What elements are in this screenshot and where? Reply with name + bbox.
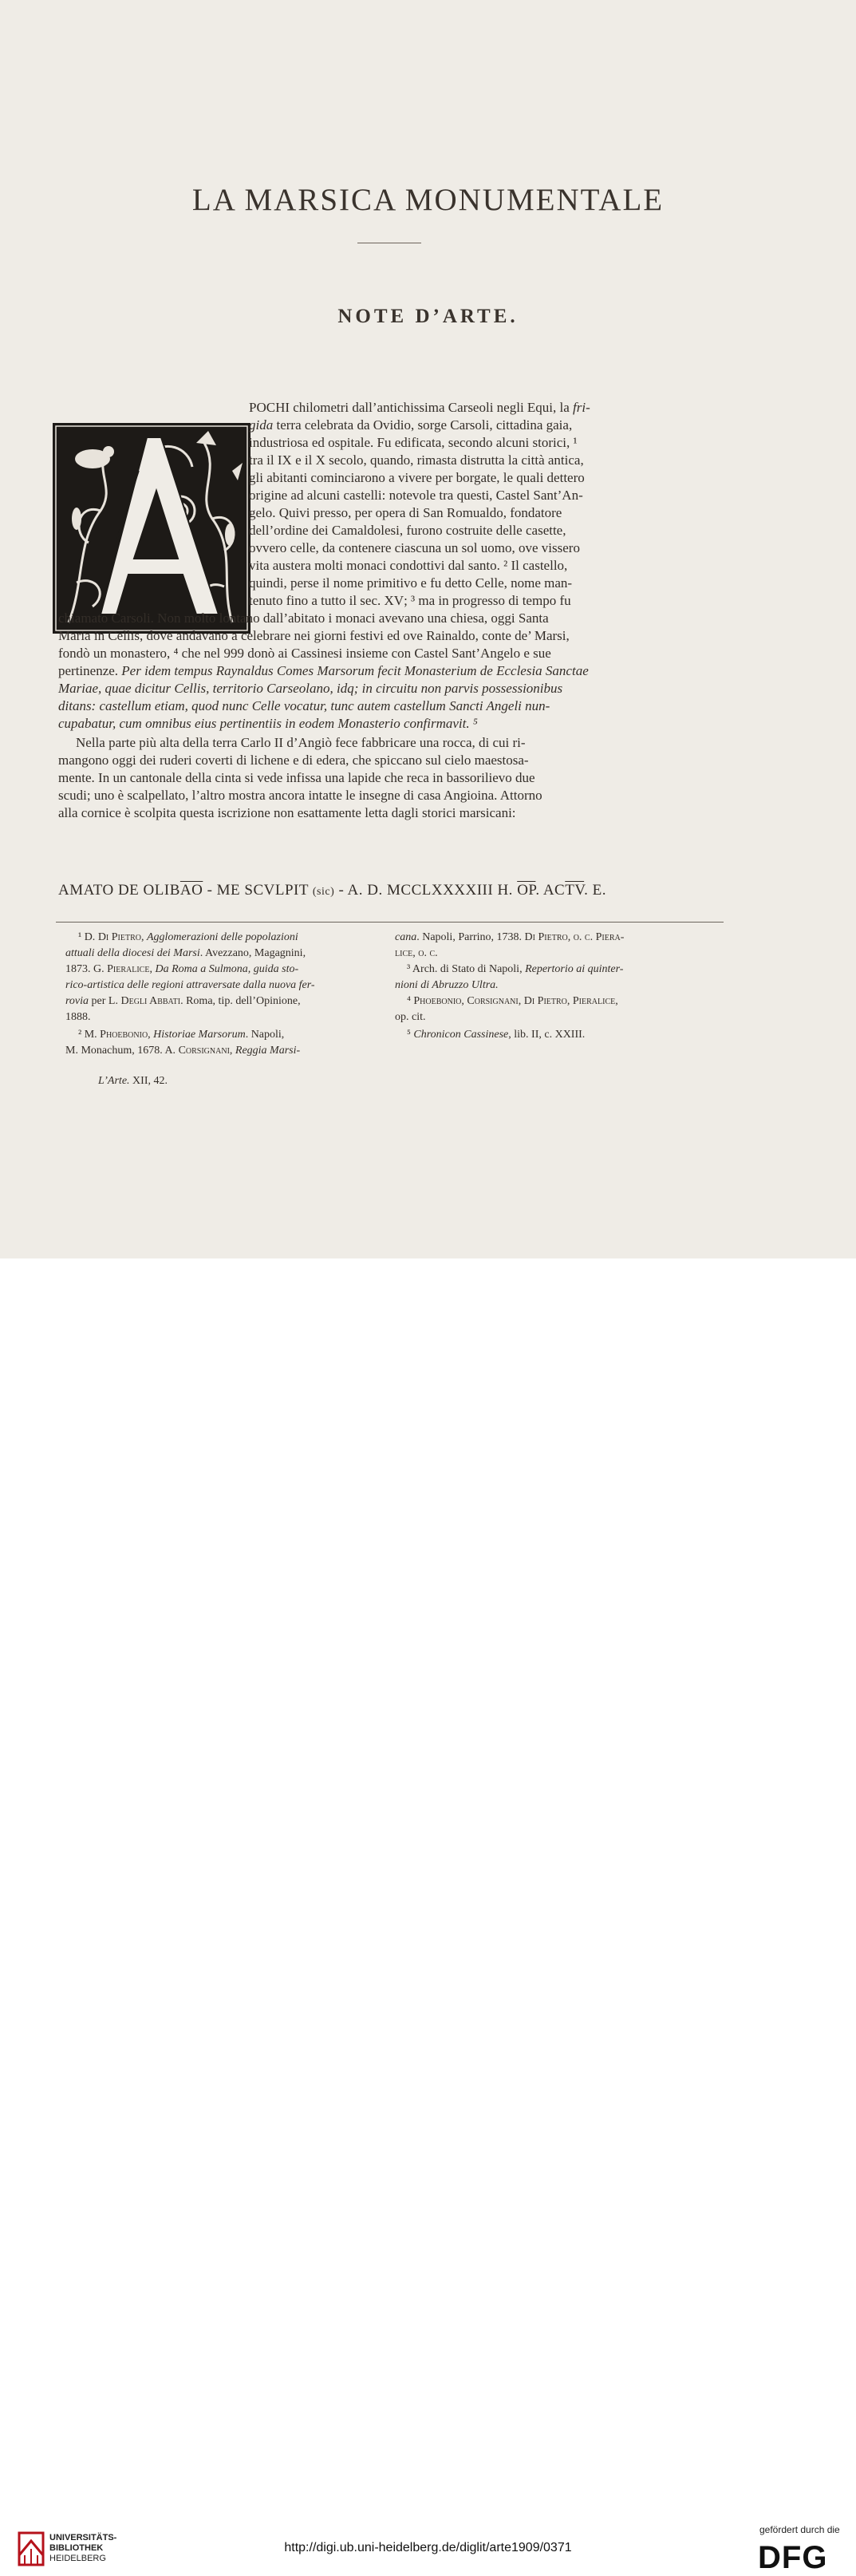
footnote-right-line-3: ³ Arch. di Stato di Napoli, Repertorio ai quinter- — [407, 963, 624, 975]
body-line-1: POCHI chilometri dall’antichissima Carseoli negli Equi, la fri- — [249, 400, 590, 415]
body-line-11: quindi, perse il nome primitivo e fu detto Celle, nome man- — [249, 575, 573, 591]
body-line-23: scudi; uno è scalpellato, l’altro mostra ancora intatte le insegne di casa Angioina. Attorno — [58, 788, 542, 803]
footnote-left-line-7: ² M. Phoebonio, Historiae Marsorum. Napoli, — [78, 1029, 285, 1041]
scanned-page — [0, 0, 856, 1258]
body-line-22: mente. In un cantonale della cinta si vede infissa una lapide che reca in bassorilievo due — [58, 770, 535, 785]
viewer-footer — [0, 1258, 856, 2575]
footnote-left-line-2: attuali della diocesi dei Marsi. Avezzano, Magagnini, — [65, 947, 306, 959]
footnote-left-line-6: 1888. — [65, 1011, 91, 1023]
body-line-24: alla cornice è scolpita questa iscrizione non esattamente letta dagli storici marsicani: — [58, 805, 516, 820]
body-line-16: pertinenze. Per idem tempus Raynaldus Comes Marsorum fecit Monasterium de Ecclesia Sanctae — [58, 663, 589, 678]
body-line-7: gelo. Quivi presso, per opera di San Romualdo, fondatore — [249, 505, 562, 520]
footnote-divider — [56, 922, 724, 923]
body-line-15: fondò un monastero, ⁴ che nel 999 donò ai Cassinesi insieme con Castel Sant’Angelo e sue — [58, 646, 551, 661]
body-line-14: Maria in Cellis, dove andavano a celebrare nei giorni festivi ed ove Rainaldo, conte de’ Marsi, — [58, 628, 570, 643]
body-line-21: mangono oggi dei ruderi coverti di lichene e di edera, che spiccano sul cielo maestosa- — [58, 753, 529, 768]
library-name: UNIVERSITÄTS- BIBLIOTHEK HEIDELBERG — [49, 2533, 117, 2563]
body-line-2: gida terra celebrata da Ovidio, sorge Carsoli, cittadina gaia, — [249, 417, 573, 433]
inscription-text: AMATO DE $OLIB\overline{AO}$ - ME SCVLPIT (sic) - A. D. MCCLXXXXIII H. $\overline{OP}$. $AC\overline{TV}$. E. — [58, 882, 606, 899]
body-line-10: vita austera molti monaci condottivi dal santo. ² Il castello, — [249, 558, 568, 573]
body-line-18: ditans: castellum etiam, quod nunc Celle vocatur, tunc autem castellum Sancti Angeli nun- — [58, 698, 550, 713]
footnote-right-line-4: nioni di Abruzzo Ultra. — [395, 979, 499, 991]
body-line-8: dell’ordine dei Camaldolesi, furono costruite delle casette, — [249, 523, 566, 538]
body-line-19: cupabatur, cum omnibus eius pertinentiis in eodem Monasterio confirmavit. ⁵ — [58, 716, 478, 731]
body-line-6: origine ad alcuni castelli: notevole tra questi, Castel Sant’An- — [249, 488, 583, 503]
footnote-left-line-8: M. Monachum, 1678. A. Corsignani, Reggia Marsi- — [65, 1045, 301, 1057]
body-line-20: Nella parte più alta della terra Carlo II d’Angiò fece fabbricare una rocca, di cui ri- — [76, 735, 526, 750]
body-line-9: ovvero celle, da contenere ciascuna un sol uomo, ove vissero — [249, 540, 580, 555]
body-line-17: Mariae, quae dicitur Cellis, territorio Carseolano, idq; in circuitu non parvis possessionibus — [58, 681, 563, 696]
article-subtitle: NOTE D’ARTE. — [337, 306, 519, 327]
footnote-left-line-5: rovia per L. Degli Abbati. Roma, tip. dell’Opinione, — [65, 995, 301, 1007]
body-line-4: tra il IX e il X secolo, quando, rimasta distrutta la città antica, — [249, 452, 584, 468]
body-line-12: tenuto fino a tutto il sec. XV; ³ ma in progresso di tempo fu — [249, 593, 571, 608]
decorated-initial-a-illustration — [53, 423, 250, 634]
footnote-right-line-5: ⁴ Phoebonio, Corsignani, Di Pietro, Pieralice, — [407, 995, 618, 1007]
body-line-3: industriosa ed ospitale. Fu edificata, secondo alcuni storici, ¹ — [249, 435, 578, 450]
funding-label: gefördert durch die — [759, 2524, 840, 2535]
body-line-5: gli abitanti cominciarono a vivere per borgate, le quali dettero — [249, 470, 585, 485]
page-reference: L’Arte. XII, 42. — [98, 1075, 168, 1087]
footnote-right-line-2: lice, o. c. — [395, 947, 438, 959]
footnote-left-line-4: rico-artistica delle regioni attraversate dalla nuova fer- — [65, 979, 315, 991]
footnote-right-line-6: op. cit. — [395, 1011, 426, 1023]
permalink-url[interactable]: http://digi.ub.uni-heidelberg.de/diglit/arte1909/0371 — [284, 2541, 572, 2554]
footnote-right-line-7: ⁵ Chronicon Cassinese, lib. II, c. XXIII. — [407, 1029, 586, 1041]
footnote-right-line-1: cana. Napoli, Parrino, 1738. Di Pietro, o. c. Piera- — [395, 931, 625, 943]
body-line-13: chiamato Carsoli. Non molto lontano dall’abitato i monaci avevano una chiesa, oggi Santa — [58, 610, 549, 626]
footnote-left-line-3: 1873. G. Pieralice, Da Roma a Sulmona, guida sto- — [65, 963, 299, 975]
article-title: LA MARSICA MONUMENTALE — [191, 183, 665, 217]
dfg-logo: DFG — [758, 2540, 828, 2575]
footnote-left-line-1: ¹ D. Di Pietro, Agglomerazioni delle popolazioni — [78, 931, 298, 943]
